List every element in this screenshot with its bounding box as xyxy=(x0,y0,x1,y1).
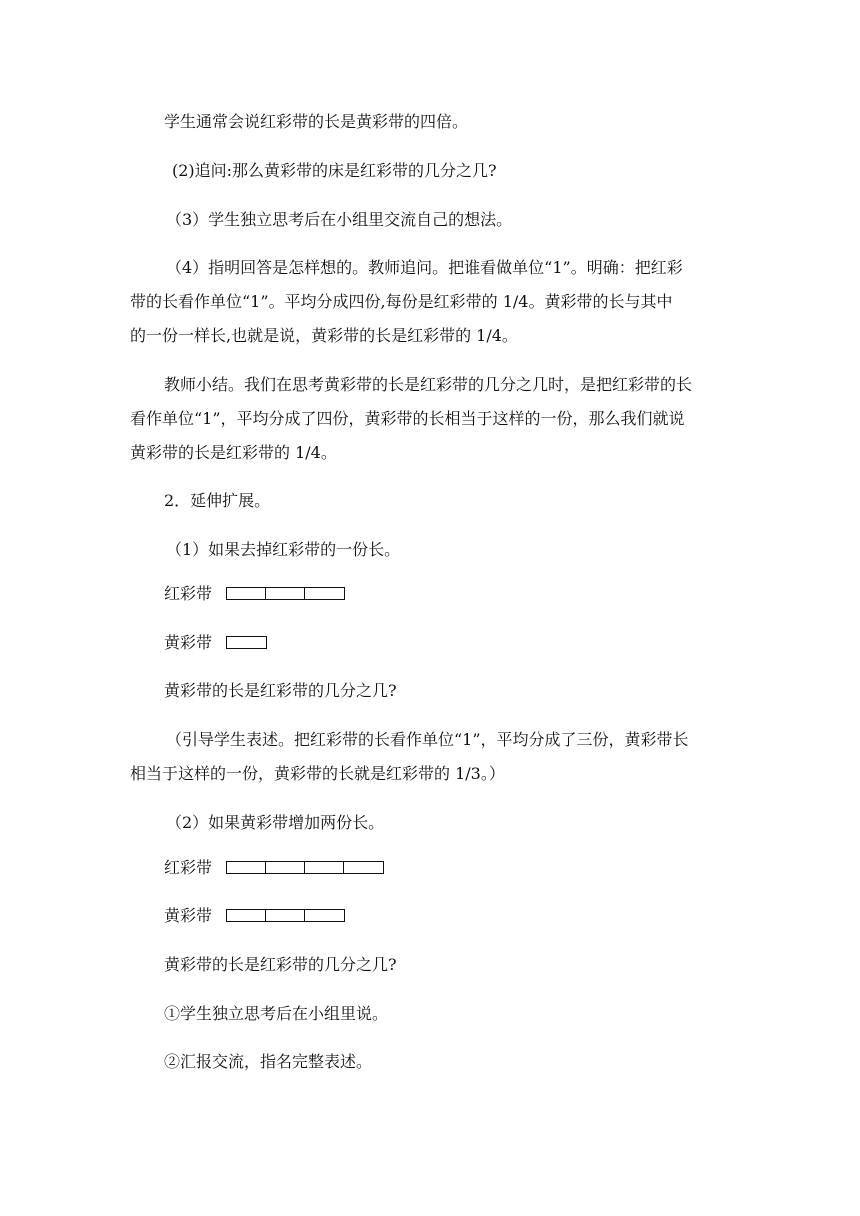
question-2: 黄彩带的长是红彩带的几分之几? xyxy=(164,955,397,974)
strip-segment xyxy=(305,910,344,921)
paragraph-4 xyxy=(130,251,730,353)
paragraph-5-line-2: 看作单位“1”，平均分成了四份，黄彩带的长相当于这样的一份，那么我们就说 xyxy=(130,409,685,428)
step-2: ②汇报交流，指名完整表述。 xyxy=(164,1052,373,1071)
strip-segment xyxy=(227,588,266,599)
strip-label: 红彩带 xyxy=(164,858,213,877)
strip-segment xyxy=(305,588,344,599)
red-ribbon-strip xyxy=(226,587,345,600)
paragraph-4-line-1: （4）指明回答是怎样想的。教师追问。把谁看做单位“1”。明确：把红彩 xyxy=(166,258,683,277)
paragraph-4-line-2: 带的长看作单位“1”。平均分成四份,每份是红彩带的 1/4。黄彩带的长与其中 xyxy=(130,292,673,311)
strip-label: 黄彩带 xyxy=(164,906,213,925)
red-ribbon-strip xyxy=(226,861,384,874)
section-heading: 2．延伸扩展。 xyxy=(164,491,271,510)
paragraph-5 xyxy=(130,368,730,470)
strip-segment xyxy=(227,910,266,921)
strip-segment xyxy=(266,910,305,921)
paragraph-8 xyxy=(130,723,730,791)
strip-segment xyxy=(344,862,383,873)
strip-label: 黄彩带 xyxy=(164,633,213,652)
paragraph-9: （2）如果黄彩带增加两份长。 xyxy=(166,813,385,832)
paragraph-2: (2)追问:那么黄彩带的床是红彩带的几分之几? xyxy=(172,161,497,180)
paragraph-5-line-3: 黄彩带的长是红彩带的 1/4。 xyxy=(130,443,337,462)
yellow-ribbon-strip xyxy=(226,909,345,922)
paragraph-7: （1）如果去掉红彩带的一份长。 xyxy=(166,540,401,559)
paragraph-5-line-1: 教师小结。我们在思考黄彩带的长是红彩带的几分之几时，是把红彩带的长 xyxy=(164,375,693,394)
strip-label: 红彩带 xyxy=(164,584,213,603)
strip-segment xyxy=(305,862,344,873)
paragraph-4-line-3: 的一份一样长,也就是说，黄彩带的长是红彩带的 1/4。 xyxy=(130,326,518,345)
strip-segment xyxy=(227,637,266,648)
strip-segment xyxy=(266,862,305,873)
step-1: ①学生独立思考后在小组里说。 xyxy=(164,1004,389,1023)
paragraph-8-line-1: （引导学生表述。把红彩带的长看作单位“1”，平均分成了三份，黄彩带长 xyxy=(166,730,689,749)
strip-segment xyxy=(227,862,266,873)
question-1: 黄彩带的长是红彩带的几分之几? xyxy=(164,681,397,700)
yellow-ribbon-strip xyxy=(226,636,267,649)
paragraph-3: （3）学生独立思考后在小组里交流自己的想法。 xyxy=(166,210,513,229)
paragraph-1: 学生通常会说红彩带的长是黄彩带的四倍。 xyxy=(164,112,469,131)
strip-segment xyxy=(266,588,305,599)
paragraph-8-line-2: 相当于这样的一份，黄彩带的长就是红彩带的 1/3。） xyxy=(130,764,505,783)
